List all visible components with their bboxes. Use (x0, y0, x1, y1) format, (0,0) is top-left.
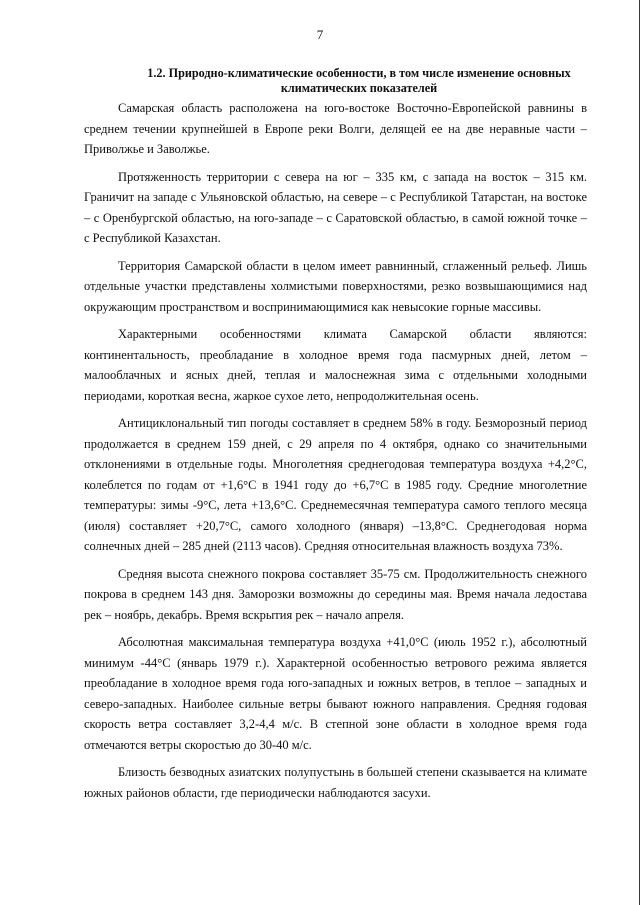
paragraph-relief: Территория Самарской области в целом имеет равнинный, сглаженный рельеф. Лишь отдельные участки представлены холмистыми поверхностями, резко возвышающимися над окружающим пространством и воспринимающимися как невысокие горные массивы. (84, 258, 587, 314)
paragraph-location: Самарская область расположена на юго-востоке Восточно-Европейской равнины в среднем течении крупнейшей в Европе реки Волги, делящей ее на две неравные части – Приволжье и Заволжье. (84, 101, 587, 156)
paragraph-climate-features: Характерными особенностями климата Самарской области являются: континентальность, преобладание в холодное время года пасмурных дней, летом – малооблачных и ясных дней, теплая и малоснежная зима с отдельными холодными периодами, короткая весна, жаркое сухое лето, непродолжительная осень. (84, 327, 587, 403)
paragraph-borders: Протяженность территории с севера на юг – 335 км, с запада на восток – 315 км. Граничит на западе с Ульяновской областью, на севере – с Республикой Татарстан, на востоке – с Оренбургской областью, на юго-западе – с Саратовской областью, в самой южной точке – с Республикой Казахстан. (84, 169, 587, 245)
document-body (84, 98, 587, 810)
page-number: 7 (316, 27, 324, 42)
paragraph-temperature: Антициклональный тип погоды составляет в среднем 58% в году. Безморозный период продолжается в среднем 159 дней, с 29 апреля по 4 октября, однако со значительными отклонениями в отдельные годы. Многолетняя среднегодовая температура воздуха +4,2°С, колеблется по годам от +1,6°С в 1941 году до +6,7°С в 1985 году. Средние многолетние температуры: зимы -9°С, лета +13,6°С. Среднемесячная температура самого теплого месяца (июля) составляет +20,7°С, самого холодного (января) –13,8°С. Среднегодовая норма солнечных дней – 285 дней (2113 часов). Средняя относительная влажность воздуха 73%. (84, 416, 587, 553)
paragraph-snow-cover: Средняя высота снежного покрова составляет 35-75 см. Продолжительность снежного покрова в среднем 143 дня. Заморозки возможны до середины мая. Время начала ледостава рек – ноябрь, декабрь. Время вскрытия рек – начало апреля. (84, 566, 587, 622)
section-heading: 1.2. Природно-климатические особенности, в том числе изменение основных климатических показателей (147, 66, 571, 95)
paragraph-droughts: Близость безводных азиатских полупустынь в большей степени сказывается на климате южных районов области, где периодически наблюдаются засухи. (84, 765, 587, 800)
paragraph-extremes-wind: Абсолютная максимальная температура воздуха +41,0°С (июль 1952 г.), абсолютный минимум -44°С (январь 1979 г.). Характерной особенностью ветрового режима является преобладание в холодное время года юго-западных и южных ветров, в теплое – западных и северо-западных. Наиболее сильные ветры бывают южного направления. Средняя годовая скорость ветра составляет 3,2-4,4 м/с. В степной зоне области в холодное время года отмечаются ветры скоростью до 30-40 м/с. (84, 635, 587, 752)
